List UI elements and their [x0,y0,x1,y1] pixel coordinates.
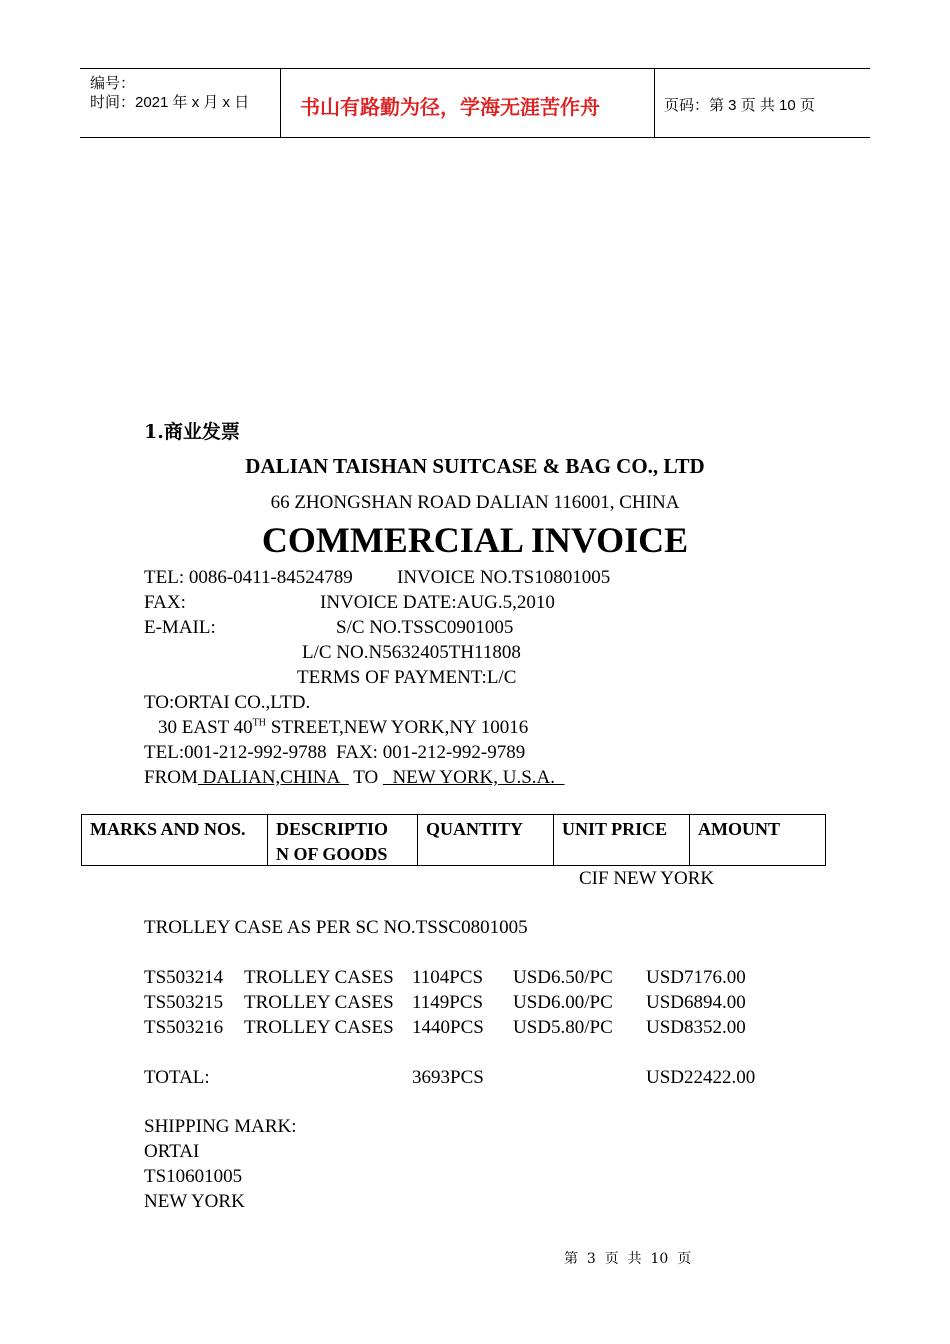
item-amount: USD6894.00 [646,992,746,1013]
company-name: DALIAN TAISHAN SUITCASE & BAG CO., LTD [245,454,705,478]
time-label: 时间：2021 年 x 月 x 日 [90,94,250,111]
item-qty: 1104PCS [412,967,484,988]
email: E-MAIL: [144,617,216,638]
col-quantity: QUANTITY [418,815,554,865]
item-qty: 1440PCS [412,1017,484,1038]
fax: FAX: [144,592,186,613]
company-address: 66 ZHONGSHAN ROAD DALIAN 116001, CHINA [270,492,680,513]
payment-terms: TERMS OF PAYMENT:L/C [297,667,517,688]
total-qty: 3693PCS [412,1067,484,1088]
shipping-mark-line: ORTAI [144,1141,200,1162]
consignee-name: TO:ORTAI CO.,LTD. [144,692,311,713]
goods-table-header [81,814,826,866]
sc-no: S/C NO.TSSC0901005 [336,617,514,638]
col-description: DESCRIPTIO N OF GOODS [268,815,418,865]
item-desc: TROLLEY CASES [244,992,394,1013]
item-desc: TROLLEY CASES [244,967,394,988]
serial-label: 编号： [90,75,136,92]
invoice-date: INVOICE DATE:AUG.5,2010 [320,592,555,613]
document-title: COMMERCIAL INVOICE [261,520,689,560]
header-divider [280,69,281,137]
page-info: 页码：第 3 页 共 10 页 [664,97,815,114]
item-code: TS503216 [144,1017,224,1038]
page-footer: 第 3 页 共 10 页 [564,1251,692,1267]
route: FROM DALIAN,CHINA TO NEW YORK, U.S.A. [144,767,565,788]
page-header [80,68,870,138]
consignee-contact: TEL:001-212-992-9788 FAX: 001-212-992-9789 [144,742,526,763]
consignee-address: 30 EAST 40TH STREET,NEW YORK,NY 10016 [158,717,529,738]
total-label: TOTAL: [144,1067,210,1088]
header-divider [654,69,655,137]
item-amount: USD7176.00 [646,967,746,988]
section-title: 1.商业发票 [144,421,240,443]
goods-description: TROLLEY CASE AS PER SC NO.TSSC0801005 [144,917,528,938]
shipping-mark-line: NEW YORK [144,1191,245,1212]
col-unit-price: UNIT PRICE [554,815,690,865]
item-price: USD6.50/PC [513,967,613,988]
shipping-mark-label: SHIPPING MARK: [144,1116,297,1137]
motto: 书山有路勤为径，学海无涯苦作舟 [300,95,600,119]
price-term: CIF NEW YORK [579,868,715,889]
item-qty: 1149PCS [412,992,484,1013]
item-price: USD5.80/PC [513,1017,613,1038]
item-code: TS503214 [144,967,224,988]
shipping-mark-line: TS10601005 [144,1166,243,1187]
tel: TEL: 0086-0411-84524789 [144,567,353,588]
item-code: TS503215 [144,992,224,1013]
col-marks: MARKS AND NOS. [82,815,268,865]
invoice-no: INVOICE NO.TS10801005 [397,567,611,588]
item-desc: TROLLEY CASES [244,1017,394,1038]
lc-no: L/C NO.N5632405TH11808 [302,642,521,663]
total-amount: USD22422.00 [646,1067,756,1088]
col-amount: AMOUNT [698,819,780,839]
item-price: USD6.00/PC [513,992,613,1013]
item-amount: USD8352.00 [646,1017,746,1038]
